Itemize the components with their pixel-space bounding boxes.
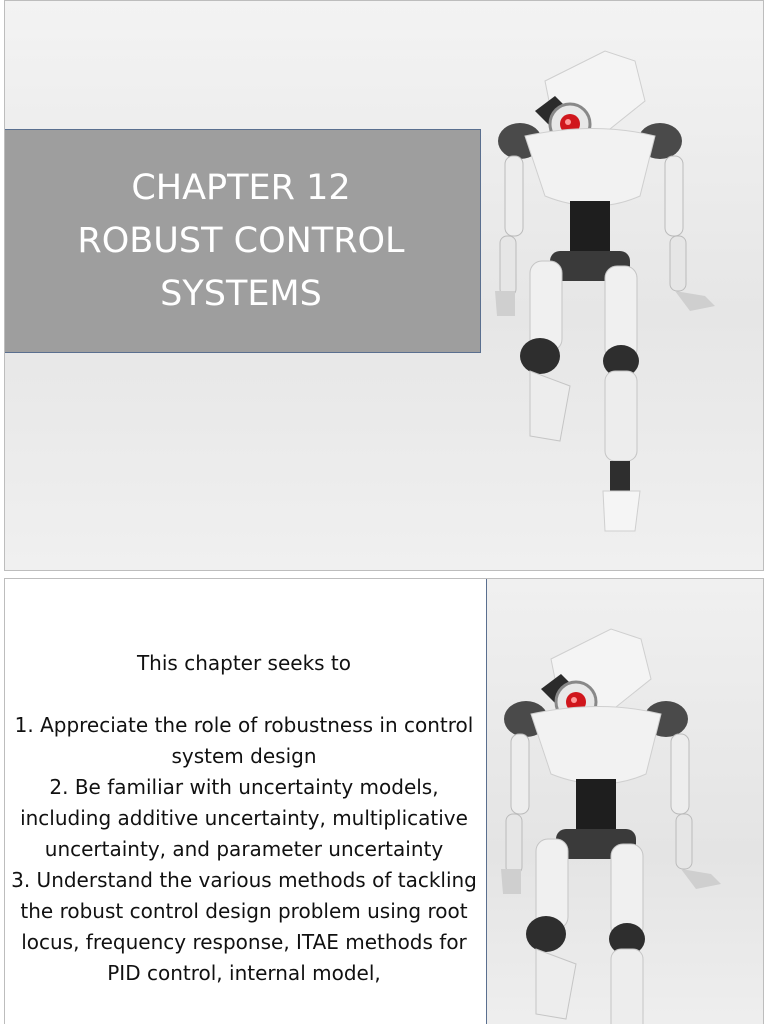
objectives-intro: This chapter seeks to xyxy=(136,651,352,675)
slide-objectives xyxy=(4,578,764,1024)
objective-item-2: 2. Be familiar with uncertainty models, including additive uncertainty, multiplicative uncertainty, and parameter uncertainty xyxy=(20,775,468,861)
objective-item-1: 1. Appreciate the role of robustness in control system design xyxy=(14,713,474,768)
robot-illustration xyxy=(481,619,741,1024)
robot-illustration xyxy=(475,41,735,541)
objectives-box xyxy=(4,578,487,1024)
chapter-title: CHAPTER 12 ROBUST CONTROL SYSTEMS xyxy=(77,167,405,314)
objective-item-3: 3. Understand the various methods of tackling the robust control design problem using root locus, frequency response, ITAE methods for PID control, internal model, xyxy=(11,868,477,985)
chapter-title-box xyxy=(4,129,481,353)
slide-title xyxy=(4,0,764,571)
